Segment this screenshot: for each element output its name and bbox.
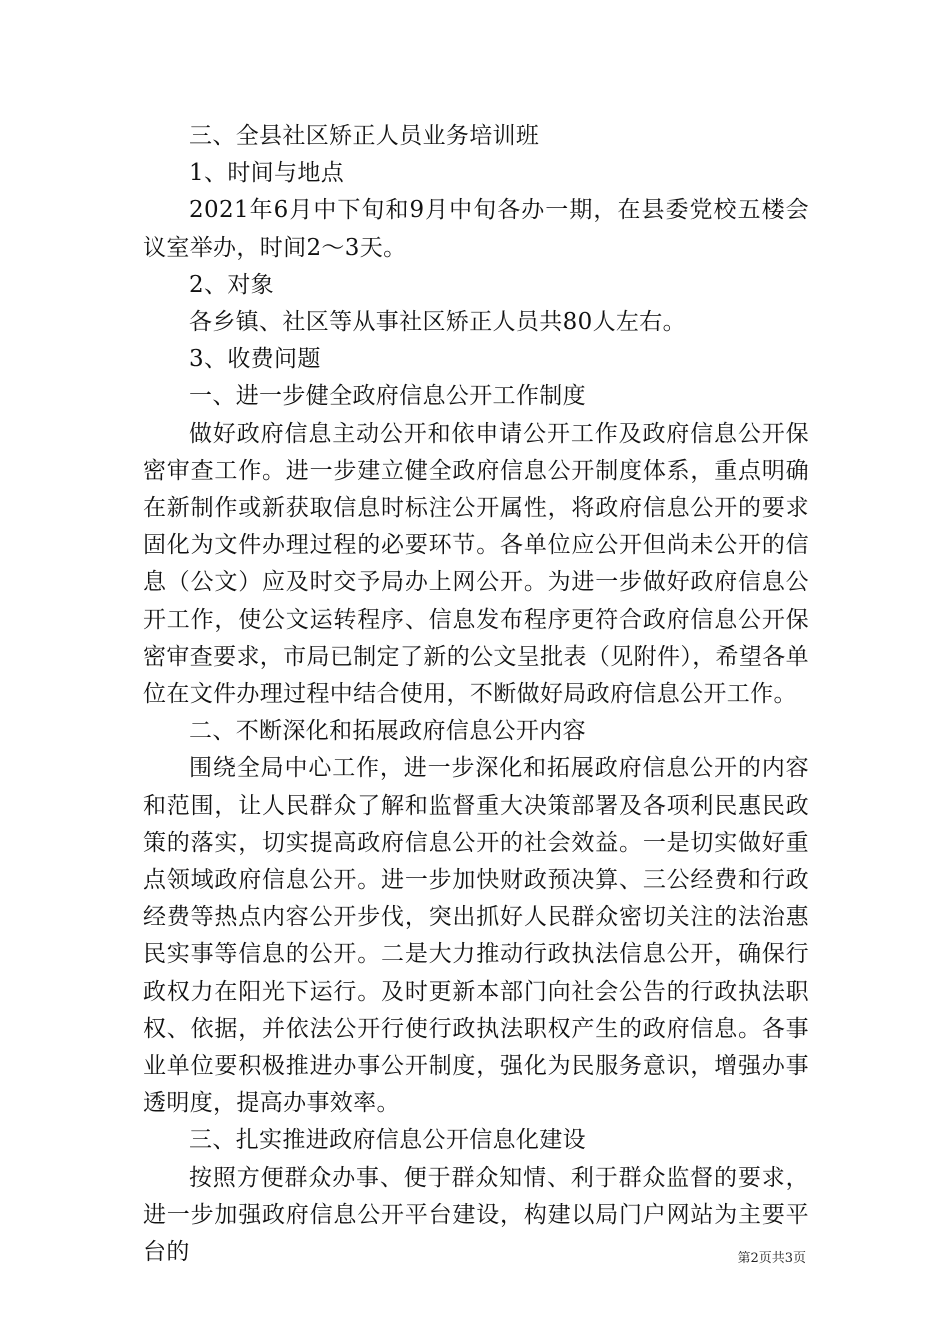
heading-informatization: 三、扎实推进政府信息公开信息化建设: [189, 1127, 586, 1154]
paragraph-time-place: 2021年6月中下旬和9月中旬各办一期，在县委党校五楼会议室举办，时间2～3天。: [143, 197, 809, 261]
heading-county-training: 三、全县社区矫正人员业务培训班: [189, 123, 540, 149]
heading-deepen-disclosure: 二、不断深化和拓展政府信息公开内容: [189, 718, 586, 745]
paragraph-deepen-disclosure: 围绕全局中心工作，进一步深化和拓展政府信息公开的内容和范围，让人民群众了解和监督重大决策部署及各项利民惠民政策的落实，切实提高政府信息公开的社会效益。一是切实做好重点领域政府信息公开。进一步加快财政预决算、三公经费和行政经费等热点内容公开步伐，突出抓好人民群众密切关注的法治惠民实事等信息的公开。二是大力推动行政执法信息公开，确保行政权力在阳光下运行。及时更新本部门向社会公告的行政执法职权、依据，并依法公开行使行政执法职权产生的政府信息。各事业单位要积极推进办事公开制度，强化为民服务意识，增强办事透明度，提高办事效率。: [143, 755, 809, 1117]
document-body: [143, 118, 809, 1271]
paragraph-target: 各乡镇、社区等从事社区矫正人员共80人左右。: [189, 309, 686, 336]
paragraph-informatization: 按照方便群众办事、便于群众知情、利于群众监督的要求，进一步加强政府信息公开平台建设，构建以局门户网站为主要平台的: [143, 1164, 809, 1266]
subheading-time-place: 1、时间与地点: [189, 160, 345, 187]
subheading-target: 2、对象: [189, 271, 275, 298]
paragraph-info-disclosure-system: 做好政府信息主动公开和依申请公开工作及政府信息公开保密审查工作。进一步建立健全政府信息公开制度体系，重点明确在新制作或新获取信息时标注公开属性，将政府信息公开的要求固化为文件办理过程的必要环节。各单位应公开但尚未公开的信息（公文）应及时交予局办上网公开。为进一步做好政府信息公开工作，使公文运转程序、信息发布程序更符合政府信息公开保密审查要求，市局已制定了新的公文呈批表（见附件），希望各单位在文件办理过程中结合使用，不断做好局政府信息公开工作。: [143, 420, 809, 708]
page-number-footer: 第2页共3页: [737, 1251, 806, 1266]
heading-info-disclosure-system: 一、进一步健全政府信息公开工作制度: [189, 383, 586, 410]
subheading-fees: 3、收费问题: [189, 346, 321, 373]
